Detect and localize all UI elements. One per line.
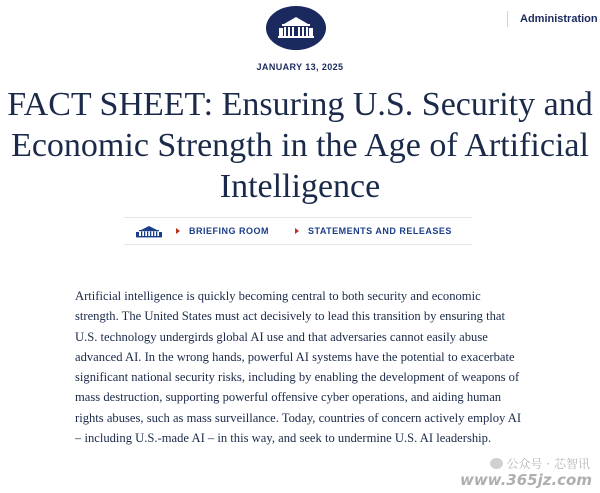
breadcrumb-separator-icon xyxy=(295,228,299,234)
watermark-account-text: 公众号 · 芯智讯 xyxy=(506,457,590,471)
page-title: FACT SHEET: Ensuring U.S. Security and Economic Strength in the Age of Artificial Intelligence xyxy=(7,86,593,205)
article-body-paragraph: Artificial intelligence is quickly becoming central to both security and economic strength. The United States must act decisively to lead this transition by ensuring that U.S. technology undergirds global AI use and that adversaries cannot easily abuse advanced AI. In the wrong hands, powerful AI systems have the potential to exacerbate significant national security risks, including by enabling the development of weapons of mass destruction, supporting powerful offensive cyber operations, and aiding human rights abuses, such as mass surveillance. Today, countries of concern actively employ AI – including U.S.-made AI – in this way, and seek to undermine U.S. AI leadership. xyxy=(75,289,522,446)
white-house-icon xyxy=(136,225,162,238)
administration-nav-link[interactable]: Administration xyxy=(507,11,600,27)
breadcrumb-statements-and-releases[interactable]: STATEMENTS AND RELEASES xyxy=(308,226,452,236)
breadcrumb-briefing-room[interactable]: BRIEFING ROOM xyxy=(189,226,269,236)
wechat-icon xyxy=(490,458,503,469)
watermark-account xyxy=(490,455,590,472)
breadcrumb xyxy=(124,217,472,245)
breadcrumb-home[interactable] xyxy=(136,225,162,238)
watermark xyxy=(459,455,598,489)
watermark-site: www.365jz.com xyxy=(459,471,592,489)
publish-date: JANUARY 13, 2025 xyxy=(256,62,344,72)
breadcrumb-separator-icon xyxy=(176,228,180,234)
white-house-logo-button[interactable] xyxy=(266,6,326,50)
white-house-seal-icon xyxy=(276,14,316,42)
